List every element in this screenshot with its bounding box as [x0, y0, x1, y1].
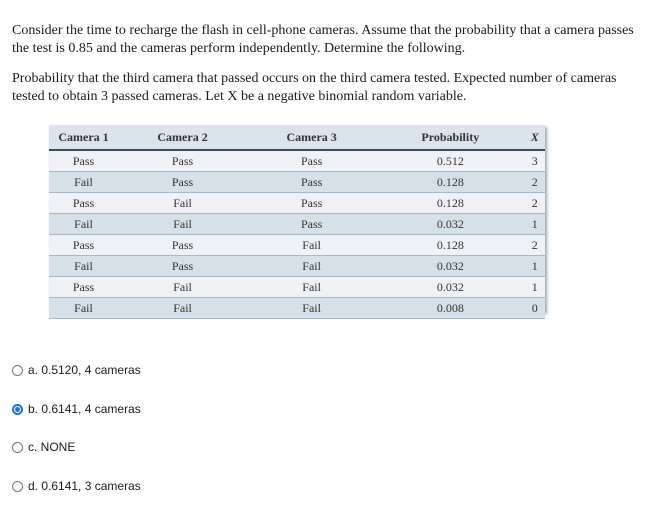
- table-cell: Pass: [247, 214, 376, 235]
- table-header-row: [49, 125, 545, 150]
- table-cell: 0.128: [376, 172, 524, 193]
- header-probability: Probability: [376, 125, 524, 150]
- table-cell: Fail: [118, 214, 247, 235]
- table-cell: Fail: [247, 256, 376, 277]
- option-c[interactable]: [12, 440, 75, 454]
- table-cell: Fail: [49, 298, 118, 319]
- table-cell: Fail: [247, 298, 376, 319]
- table-cell: Fail: [49, 214, 118, 235]
- table-cell: 0.512: [376, 150, 524, 172]
- table-cell: 0.128: [376, 193, 524, 214]
- table-cell: Fail: [247, 235, 376, 256]
- radio-b[interactable]: [12, 404, 23, 415]
- option-d-label: d. 0.6141, 3 cameras: [28, 479, 141, 493]
- table-row: [49, 193, 545, 214]
- table-cell: 0.008: [376, 298, 524, 319]
- table-cell: Pass: [118, 256, 247, 277]
- table-cell: Fail: [118, 193, 247, 214]
- table-cell: 1: [524, 214, 545, 235]
- header-x: X: [524, 125, 545, 150]
- header-camera-2: Camera 2: [118, 125, 247, 150]
- table-cell: Fail: [49, 172, 118, 193]
- radio-d[interactable]: [12, 481, 23, 492]
- table-row: [49, 172, 545, 193]
- table-cell: Pass: [247, 150, 376, 172]
- table-row: [49, 150, 545, 172]
- table-cell: Pass: [49, 193, 118, 214]
- table-cell: 0.032: [376, 256, 524, 277]
- header-camera-3: Camera 3: [247, 125, 376, 150]
- question-intro: Consider the time to recharge the flash in cell-phone cameras. Assume that the probability that a camera passes the test is 0.85 and the cameras perform independently. Determine the following.: [12, 23, 634, 56]
- table-row: [49, 235, 545, 256]
- table-cell: Pass: [118, 172, 247, 193]
- table-cell: Pass: [49, 150, 118, 172]
- table-cell: 1: [524, 277, 545, 298]
- table-cell: Pass: [49, 277, 118, 298]
- option-a[interactable]: [12, 363, 141, 377]
- table-row: [49, 298, 545, 319]
- table-cell: Fail: [118, 277, 247, 298]
- table-cell: 0.032: [376, 214, 524, 235]
- table-cell: Pass: [247, 172, 376, 193]
- table-cell: Pass: [247, 193, 376, 214]
- table-row: [49, 277, 545, 298]
- header-camera-1: Camera 1: [49, 125, 118, 150]
- table-cell: 2: [524, 193, 545, 214]
- table-cell: 0: [524, 298, 545, 319]
- table-cell: Pass: [118, 150, 247, 172]
- table-row: [49, 256, 545, 277]
- table-cell: Pass: [118, 235, 247, 256]
- outcomes-table-wrapper: [49, 125, 545, 315]
- option-b[interactable]: [12, 402, 141, 416]
- table-cell: Fail: [49, 256, 118, 277]
- table-row: [49, 214, 545, 235]
- table-cell: 2: [524, 235, 545, 256]
- table-cell: Fail: [118, 298, 247, 319]
- table-cell: 3: [524, 150, 545, 172]
- option-a-label: a. 0.5120, 4 cameras: [28, 363, 141, 377]
- radio-c[interactable]: [12, 442, 23, 453]
- question-prompt: Probability that the third camera that passed occurs on the third camera tested. Expected number of cameras tested to obtain 3 passed cameras. Let X be a negative binomial random variable.: [12, 71, 617, 104]
- table-cell: 0.032: [376, 277, 524, 298]
- table-cell: Fail: [247, 277, 376, 298]
- option-d[interactable]: [12, 479, 141, 493]
- table-cell: 0.128: [376, 235, 524, 256]
- table-cell: Pass: [49, 235, 118, 256]
- radio-a[interactable]: [12, 365, 23, 376]
- option-b-label: b. 0.6141, 4 cameras: [28, 402, 141, 416]
- table-cell: 2: [524, 172, 545, 193]
- outcomes-table: [49, 125, 545, 319]
- table-cell: 1: [524, 256, 545, 277]
- option-c-label: c. NONE: [28, 440, 76, 454]
